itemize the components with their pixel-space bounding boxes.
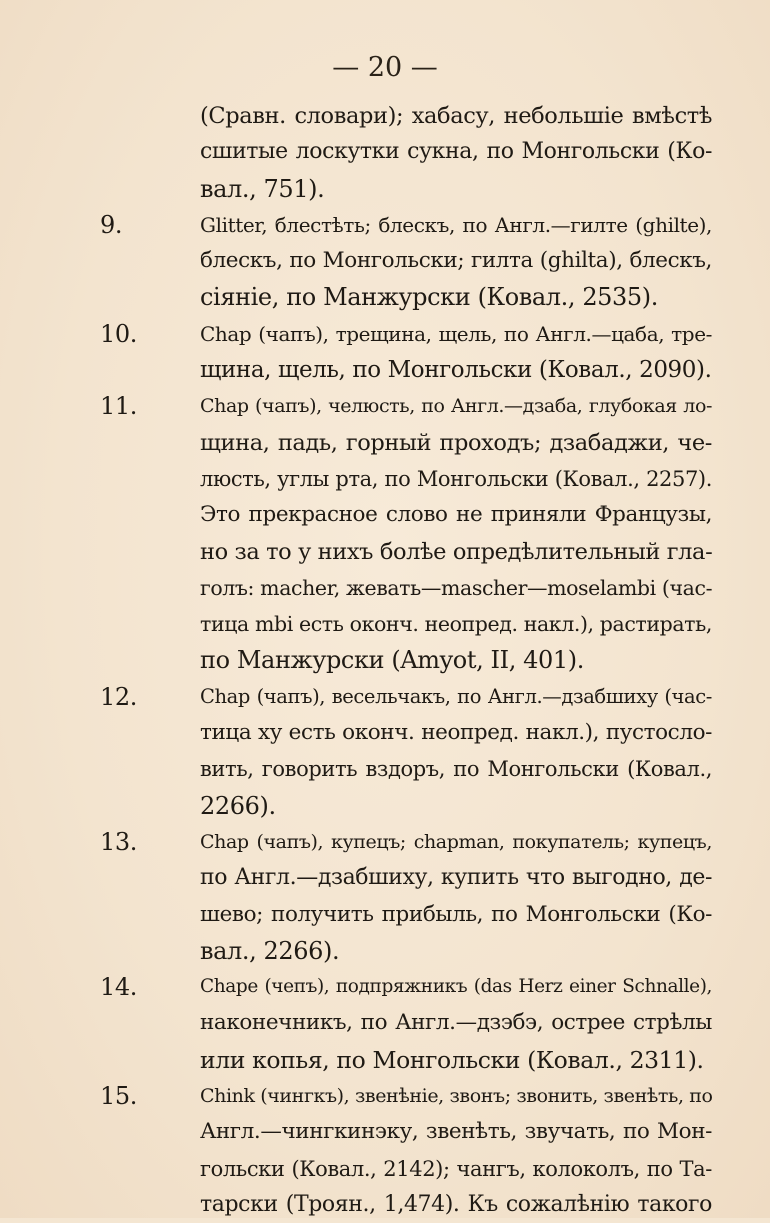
text-line [100,497,712,533]
text-line [100,425,712,461]
text-line [100,1151,712,1187]
line-text: Chap (чапъ), трещина, щель, по Англ.—цаба, тре- [200,321,712,346]
line-text: Chap (чапъ), челюсть, по Англ.—дзаба, глубокая ло- [200,395,712,418]
entry-number: 9. [100,210,123,239]
text-line [100,969,712,1005]
text-line [100,642,712,678]
text-line [100,933,712,969]
line-text: шево; получить прибыль, по Монгольски (Ко- [200,901,712,927]
text-line [100,1114,712,1150]
text-line [100,1005,712,1041]
line-text: или копья, по Монгольски (Ковал., 2311). [200,1045,704,1074]
text-line [100,243,712,279]
line-text: люсть, углы рта, по Монгольски (Ковал., 2257). [200,466,712,491]
line-text: Chape (чепъ), подпряжникъ (das Herz einer Schnalle), [200,976,712,998]
entry-number: 13. [100,827,137,856]
text-line [100,897,712,933]
text-line [100,1042,712,1078]
line-text: Chink (чингкъ), звенѣніе, звонъ; звонить, звенѣть, по [200,1085,713,1108]
entry-number: 15. [100,1082,137,1111]
entry-number: 12. [100,682,137,711]
text-line [100,134,712,170]
line-text: но за то у нихъ болѣе опредѣлительный гла- [200,538,713,565]
entry-number: 10. [100,319,137,348]
text-line [100,388,712,424]
text-line [100,352,712,388]
entry-number: 14. [100,973,137,1002]
text-line [100,98,712,134]
line-text: тица mbi есть оконч. неопред. накл.), растирать, [200,612,712,637]
text-line [100,207,712,243]
text-line [100,679,712,715]
text-line [100,715,712,751]
line-text: Англ.—чингкинэку, звенѣть, звучать, по Мон- [200,1119,712,1145]
text-line [100,1078,712,1114]
text-line [100,824,712,860]
line-text: по Манжурски (Amyot, II, 401). [200,646,584,675]
line-text: Chap (чапъ), весельчакъ, по Англ.—дзабшиху (час- [200,684,712,708]
line-text: щина, щель, по Монгольски (Ковал., 2090). [200,357,712,384]
line-text: блескъ, по Монгольски; гилта (ghilta), блескъ, [200,248,712,274]
body-text [100,98,712,1223]
text-line [100,171,712,207]
line-text: тица ху есть оконч. неопред. накл.), пустосло- [200,720,712,746]
line-text: 2266). [200,791,276,820]
text-line [100,461,712,497]
entry-number: 11. [100,392,137,421]
line-text: вал., 751). [200,174,325,203]
text-line [100,570,712,606]
text-line [100,279,712,315]
text-line [100,606,712,642]
text-line [100,788,712,824]
line-text: Chap (чапъ), купецъ; chapman, покупатель; купецъ, [200,830,712,853]
line-text: щина, падь, горный проходъ; дзабаджи, че- [200,429,712,456]
line-text: голъ: macher, жевать—mascher—moselambi (час- [200,575,713,600]
line-text: вить, говорить вздоръ, по Монгольски (Ковал., [200,757,712,782]
line-text: наконечникъ, по Англ.—дзэбэ, острее стрѣлы [200,1010,712,1036]
line-text: гольски (Ковал., 2142); чангъ, колоколъ, по Та- [200,1156,712,1181]
text-line [100,534,712,570]
line-text: Glitter, блестѣть; блескъ, по Англ.—гилте (ghilte), [200,212,712,237]
text-line [100,751,712,787]
line-text: (Сравн. словари); хабасу, небольшіе вмѣстѣ [200,103,712,129]
line-text: Это прекрасное слово не приняли Французы, [200,502,712,528]
text-line [100,860,712,896]
text-line [100,316,712,352]
line-text: сшитые лоскутки сукна, по Монгольски (Ко- [200,139,712,165]
line-text: по Англ.—дзабшиху, купить что выгодно, де- [200,865,712,891]
page-number: — 20 — [332,52,438,83]
line-text: вал., 2266). [200,936,340,965]
line-text: сіяніе, по Манжурски (Ковал., 2535). [200,283,658,312]
line-text: тарски (Троян., 1,474). Къ сожалѣнію такого [200,1191,712,1217]
